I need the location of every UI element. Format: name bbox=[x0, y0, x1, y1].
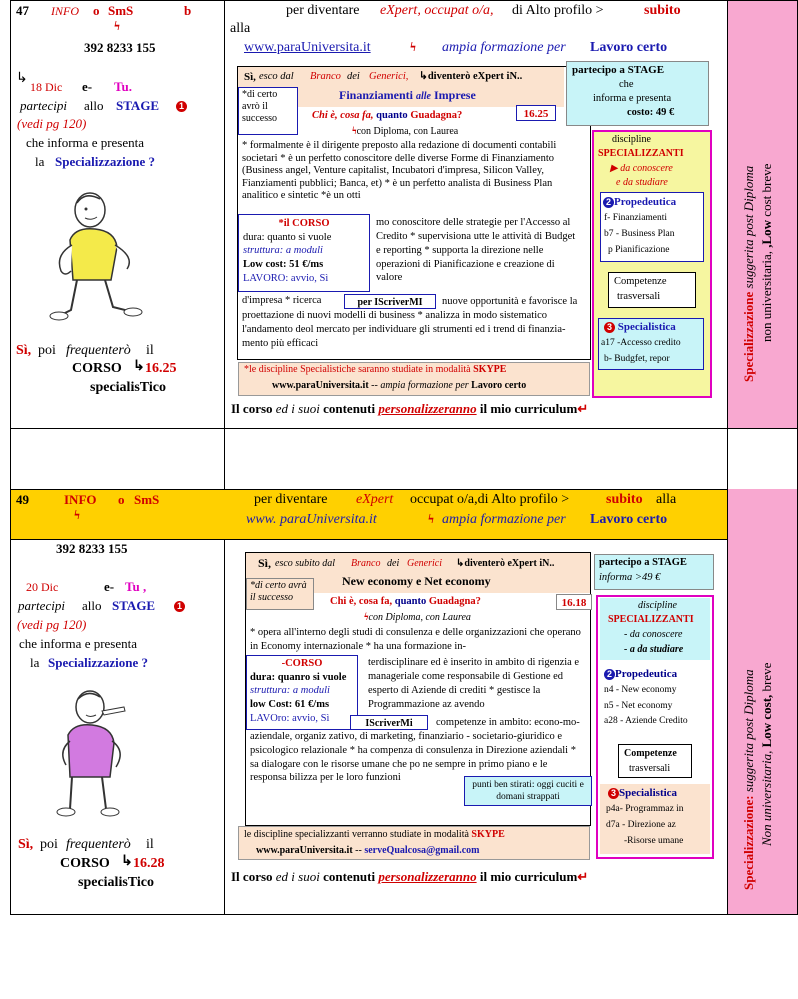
card-esco-1: esco dal bbox=[259, 71, 294, 82]
stage-box-l1-2: partecipo a STAGE bbox=[599, 557, 687, 568]
card-title-2: New economy e Net economy bbox=[342, 574, 491, 588]
corso-arrow-icon: ↳ bbox=[121, 854, 133, 869]
spec-3-2: -Risorse umane bbox=[624, 836, 684, 846]
disc-conoscere-2: - da conoscere bbox=[624, 629, 683, 640]
corso-box-title-2: -CORSO bbox=[281, 658, 323, 669]
card-generici-2: Generici bbox=[407, 558, 442, 569]
corso-code-1: 16.25 bbox=[145, 361, 177, 376]
corso-box-title-1: *il CORSO bbox=[278, 218, 330, 229]
comp-l2-2: trasversali bbox=[629, 763, 671, 774]
comp-l1-2: Competenze bbox=[624, 748, 677, 759]
side-text-2b: Non universitaria, Low cost, breve bbox=[759, 662, 774, 846]
top-subito-2: subito bbox=[606, 492, 643, 507]
il-2: il bbox=[146, 837, 154, 852]
top-alla-2: alla bbox=[656, 492, 677, 507]
skype-site-1: www.paraUniversita.it -- ampia formazione per Lavoro certo bbox=[272, 380, 527, 391]
card-si-1: Sì, bbox=[244, 71, 256, 83]
si-2: Sì, bbox=[18, 837, 34, 852]
o-label-1: o bbox=[93, 3, 100, 18]
corso-box-l3-1: Low cost: 51 €/ms bbox=[243, 258, 324, 270]
frequentero-2: frequenterò bbox=[66, 837, 131, 852]
code-badge-2: 16.18 bbox=[556, 594, 592, 610]
comp-box-2 bbox=[618, 744, 692, 778]
prop-title-2: 2 Propedeutica bbox=[604, 668, 677, 681]
card-branco-2: Branco bbox=[351, 558, 381, 569]
tu-label-2: Tu , bbox=[125, 579, 147, 594]
disc-studiare-1: e da studiare bbox=[616, 177, 668, 188]
entry-number-1: 47 bbox=[16, 3, 29, 18]
lightning-icon: ϟ bbox=[74, 507, 80, 522]
specializzazione-2: Specializzazione ? bbox=[48, 655, 149, 670]
date-2: 20 Dic bbox=[26, 580, 59, 594]
la-2: la bbox=[30, 655, 40, 670]
corso-box-l3-2: low Cost: 61 €/ms bbox=[250, 698, 330, 710]
allo-1: allo bbox=[84, 98, 104, 113]
top-alla-1: alla bbox=[230, 21, 251, 36]
corso-label-1: CORSO bbox=[72, 361, 122, 376]
info-label-1: INFO bbox=[51, 4, 79, 18]
lightning-icon: ϟ bbox=[114, 18, 120, 33]
vedi-1: (vedi pg 120) bbox=[17, 116, 87, 131]
body-text-1: * formalmente è il dirigente preposto alla redazione di documenti contabili societari * è un perfetto conoscitore delle diverse Forme di Finanziamento (Business angel, Venture capitalist, Incubatori d'impresa, Silicon Valley, Fianziamenti pubblici; Banca, et) * è un perfetto analista di Business Plan analitico e sintetic *è un otti bbox=[242, 140, 557, 202]
code-badge-1: 16.25 bbox=[516, 105, 556, 121]
chi-e-2: Chi è, cosa fa, quanto Guadagna? bbox=[330, 596, 481, 607]
circle-number-1: 1 bbox=[176, 99, 187, 113]
prop-3-1: p Pianificazione bbox=[608, 245, 670, 255]
phone-number-2: 392 8233 155 bbox=[56, 541, 128, 556]
disc-spec-1: SPECIALIZZANTI bbox=[598, 148, 684, 159]
card-arrow-icon: ↳ bbox=[456, 558, 465, 569]
disc-title-1: discipline bbox=[612, 134, 651, 145]
stage-box-l2-2: informa >49 € bbox=[599, 572, 661, 583]
chi-e-1: Chi è, cosa fa, quanto Guadagna? bbox=[312, 110, 463, 121]
mid-text-1: mo conoscitore delle strategie per l'Accesso al Credito * supervisiona utte le attività di Budget e reporting * supporta la direzione nelle operazioni di Pianificazione e creazione di valore bbox=[376, 217, 576, 284]
corso-arrow-icon: ↳ bbox=[133, 359, 145, 374]
stage-label-1: STAGE bbox=[116, 98, 160, 113]
prop-3-2: a28 - Aziende Credito bbox=[604, 716, 688, 726]
footer-2: Il corso ed i suoi contenuti personalizzeranno il mio curriculum↵ bbox=[231, 869, 589, 884]
si-1: Sì, bbox=[16, 343, 32, 358]
specializzazione-1: Specializzazione ? bbox=[55, 154, 156, 169]
card-arrow-icon: ↳ bbox=[419, 71, 428, 82]
ampia-1: ampia formazione per bbox=[442, 40, 566, 55]
disc-studiare-2: - a da studiare bbox=[624, 644, 684, 655]
lightning-icon: ϟ bbox=[410, 39, 416, 54]
stage-box-2 bbox=[594, 554, 714, 590]
footer-1: Il corso ed i suoi contenuti personalizzeranno il mio curriculum↵ bbox=[231, 401, 589, 416]
la-1: la bbox=[35, 154, 45, 169]
corso-label-2: CORSO bbox=[60, 856, 110, 871]
card-dei-2: dei bbox=[387, 558, 400, 569]
comp-l2-1: trasversali bbox=[617, 291, 661, 302]
corso-box-l2-2: struttura: a moduli bbox=[250, 685, 330, 697]
corso-box-l4-2: LAVOro: avvio, Sì bbox=[250, 712, 330, 724]
dicerto-box-2: *di certo avrà il successo bbox=[246, 578, 314, 610]
lightning-icon: ϟ bbox=[428, 511, 434, 526]
stage-box-1 bbox=[566, 61, 709, 126]
body-text-2: * opera all'interno degli studi di consulenza e delle organizzazioni che operano in Economy internazionale * ha una formazione in- bbox=[250, 627, 581, 652]
corso-box-l1-1: dura: quanto si vuole bbox=[243, 231, 332, 243]
o-label-2: o bbox=[118, 492, 125, 507]
poi-2: poi bbox=[40, 837, 58, 852]
disc-spec-2: SPECIALIZZANTI bbox=[608, 614, 694, 625]
punti-box-2: punti ben stirati: oggi cuciti e domani strappati bbox=[464, 776, 592, 806]
top-line-2b: occupat o/a,di Alto profilo > bbox=[410, 492, 570, 507]
allo-2: allo bbox=[82, 598, 102, 613]
prop-1-1: f- Finanziamenti bbox=[604, 213, 668, 223]
site-link-2[interactable]: www. paraUniversita.it bbox=[246, 512, 377, 527]
stage-box-l3-1: informa e presenta bbox=[593, 93, 672, 104]
card-si-2: Sì, bbox=[258, 556, 272, 570]
spec-title-2: 3 Specialistica bbox=[608, 787, 677, 800]
date-1: 18 Dic bbox=[30, 80, 63, 94]
skype-text-2: le discipline specializzanti verranno studiate in modalità SKYPE bbox=[244, 829, 505, 840]
circle-number-2: 1 bbox=[174, 599, 185, 613]
stage-box-l4-1: costo: 49 € bbox=[627, 107, 675, 118]
prop-2-2: n5 - Net economy bbox=[604, 701, 673, 711]
entry-number-2: 49 bbox=[16, 492, 29, 507]
spec-1-1: a17 -Accesso credito bbox=[601, 338, 681, 348]
spec-title-1: 3 Specialistica bbox=[604, 321, 676, 334]
comp-box-1 bbox=[608, 272, 696, 308]
dicerto-box-1: *di certo avrò il successo bbox=[238, 87, 298, 135]
specialistico-1: specialisTico bbox=[90, 380, 166, 395]
corso-box-l1-2: dura: quanro si vuole bbox=[250, 671, 347, 683]
disc-conoscere-1: ▶ da conoscere bbox=[610, 163, 673, 174]
card-diventero-2: ↳diventerò eXpert iN.. bbox=[456, 558, 555, 569]
sms-label-1: SmS bbox=[108, 3, 134, 18]
skype-text-1: *le discipline Specialistiche saranno studiate in modalità SKYPE bbox=[244, 364, 507, 375]
disc-title-2: discipline bbox=[638, 600, 677, 611]
card-esco-2: esco subito dal bbox=[275, 558, 335, 569]
stage-box-l2-1: che bbox=[619, 79, 634, 90]
spec-2-2: d7a - Direzione az bbox=[606, 820, 676, 830]
iscriver-button-2[interactable]: IScriverMi bbox=[350, 715, 428, 730]
prop-title-1: 2 Propedeutica bbox=[603, 196, 676, 209]
ampia-2: ampia formazione per bbox=[442, 512, 566, 527]
top-line-1a: per diventare bbox=[286, 3, 360, 18]
partecipi-2: partecipi bbox=[18, 598, 65, 613]
diploma-1: ϟcon Diploma, con Laurea bbox=[352, 126, 459, 137]
mid-text-2: terdisciplinare ed è inserito in ambito di rigenzia e manageriale come responsabile di Gestione ed esperto di Aziende di crediti * gestisce la Programmazione az avendo bbox=[368, 657, 580, 710]
cartoon-man-2 bbox=[40, 685, 150, 825]
top-line-1b: di Alto profilo > bbox=[512, 3, 604, 18]
phone-number-1: 392 8233 155 bbox=[84, 40, 156, 55]
prop-1-2: n4 - New economy bbox=[604, 685, 677, 695]
bottom-text-1b: nuove opportunità e favorisce la proettazione di nuovi modelli di business * analizza in modo sistematico l'andamento deol mercato per individuare gli strumenti ed i trend di finanzia-mento più efficaci bbox=[242, 296, 578, 349]
bottom-text-2: competenze in ambito: econo-mo-aziendale, organiz zativo, di marketing, finanziario - societario-giuridico e psicologico relazionale * ha compenza di consulenza in Direzione aziendali * sa dialogare con le risorse umane che po ne sempre in primo piano e le responsa bilizza per le loro funzioni bbox=[250, 717, 580, 784]
card-diventero-1: ↳diventerò eXpert iN.. bbox=[419, 71, 523, 82]
card-dei-1: dei bbox=[347, 71, 360, 82]
lavoro-2: Lavoro certo bbox=[590, 512, 668, 527]
card-branco-1: Branco bbox=[310, 71, 341, 82]
stage-label-2: STAGE bbox=[112, 598, 156, 613]
cartoon-man-1 bbox=[45, 185, 155, 325]
sms-label-2: SmS bbox=[134, 492, 160, 507]
che-2: che informa e presenta bbox=[19, 636, 138, 651]
prop-2-1: b7 - Business Plan bbox=[604, 229, 675, 239]
top-expert-2: eXpert bbox=[356, 492, 394, 507]
site-link-1[interactable]: www.paraUniversita.it bbox=[244, 40, 371, 55]
iscriver-button-1[interactable]: per IScriverMI bbox=[344, 294, 436, 309]
spec-2-1: b- Budgfet, repor bbox=[604, 354, 670, 364]
frequentero-1: frequenterò bbox=[66, 343, 131, 358]
specialistico-2: specialisTico bbox=[78, 875, 154, 890]
lavoro-1: Lavoro certo bbox=[590, 40, 668, 55]
arrow-icon: ↳ bbox=[16, 71, 28, 86]
bottom-text-1a: d'impresa * ricerca bbox=[242, 295, 322, 306]
diploma-2: ϟcon Diploma, con Laurea bbox=[364, 612, 471, 623]
side-text-1b: non universitaria, ,Low cost breve bbox=[759, 163, 774, 342]
stage-box-l1-1: partecipo a STAGE bbox=[572, 64, 665, 76]
corso-code-2: 16.28 bbox=[133, 856, 165, 871]
poi-1: poi bbox=[38, 343, 56, 358]
tu-label-1: Tu. bbox=[114, 79, 132, 94]
side-text-2: Specializzazione: suggerita post Diploma bbox=[741, 669, 756, 890]
skype-site-2: www.paraUniversita.it -- serveQualcosa@gmail.com bbox=[256, 845, 480, 856]
side-text-1: Specializzazione suggerita post Diploma bbox=[741, 165, 756, 382]
corso-box-l2-1: struttura: a moduli bbox=[243, 245, 323, 257]
vedi-2: (vedi pg 120) bbox=[17, 617, 87, 632]
spec-1-2: p4a- Programmaz in bbox=[606, 804, 684, 814]
top-expert-1: eXpert, occupat o/a, bbox=[380, 3, 494, 18]
che-1: che informa e presenta bbox=[26, 135, 145, 150]
e-label-1: e- bbox=[82, 79, 93, 94]
card-title-1: Finanziamenti alle Imprese bbox=[339, 88, 476, 102]
corso-box-l4-1: LAVORO: avvio, Sì bbox=[243, 272, 329, 284]
il-1: il bbox=[146, 343, 154, 358]
b-label-1: b bbox=[184, 3, 192, 18]
top-line-2a: per diventare bbox=[254, 492, 328, 507]
top-subito-1: subito bbox=[644, 3, 681, 18]
e-label-2: e- bbox=[104, 579, 115, 594]
comp-l1-1: Competenze bbox=[614, 276, 667, 287]
card-generici-1: Generici, bbox=[369, 71, 409, 82]
partecipi-1: partecipi bbox=[20, 98, 67, 113]
corso-box-1 bbox=[238, 214, 370, 292]
info-label-2: INFO bbox=[64, 492, 97, 507]
